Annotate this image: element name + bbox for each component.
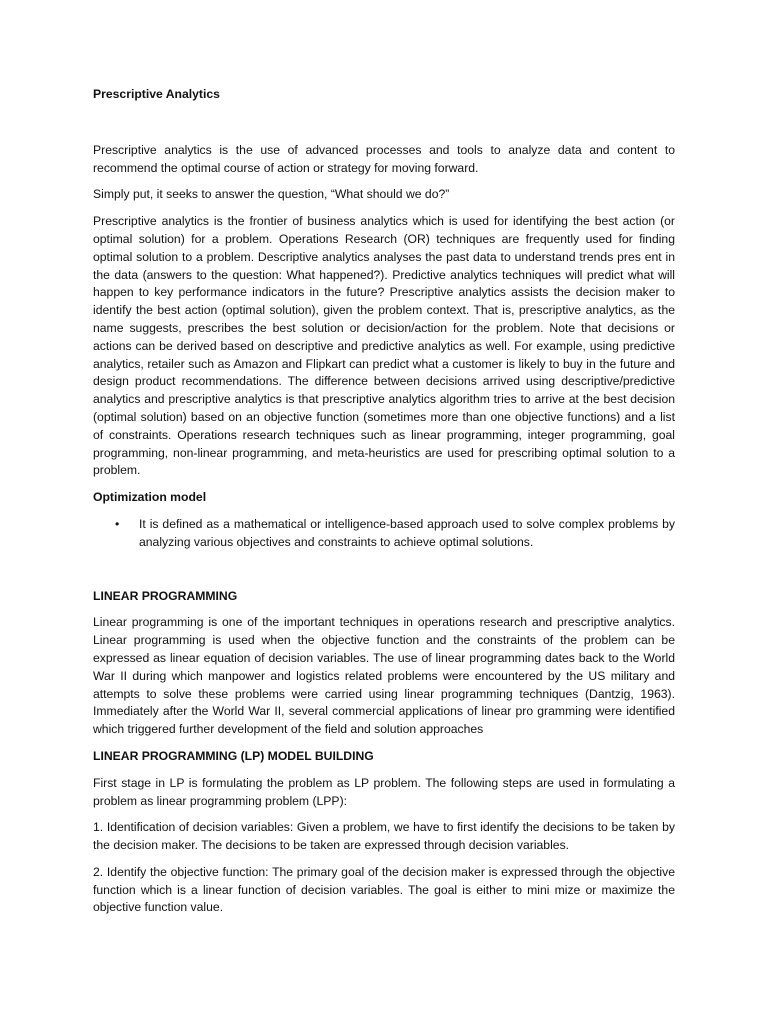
bullet-icon: • bbox=[115, 516, 120, 531]
intro-paragraph-1: Prescriptive analytics is the use of advanced processes and tools to analyze data and content to recommend the optimal course of action or strategy for moving forward. bbox=[93, 142, 675, 175]
lp-model-building-heading: LINEAR PROGRAMMING (LP) MODEL BUILDING bbox=[93, 748, 374, 763]
bullet-text: It is defined as a mathematical or intelligence-based approach used to solve complex problems by analyzing various objectives and constraints to achieve optimal solutions. bbox=[139, 516, 675, 549]
linear-programming-heading: LINEAR PROGRAMMING bbox=[93, 588, 238, 603]
optimization-bullet-list bbox=[93, 516, 675, 552]
optimization-heading: Optimization model bbox=[93, 490, 207, 505]
lp-model-paragraph-3: 2. Identify the objective function: The primary goal of the decision maker is expressed through the objective function which is a linear function of decision variables. The goal is either to mini mize or maximize the objective function value. bbox=[93, 864, 675, 915]
lp-model-paragraph-2: 1. Identification of decision variables: Given a problem, we have to first identify the decisions to be taken by the decision maker. The decisions to be taken are expressed through decision variables. bbox=[93, 820, 675, 853]
document-title: Prescriptive Analytics bbox=[93, 87, 220, 101]
optimization-bullet-item bbox=[93, 516, 675, 552]
document-page bbox=[93, 86, 675, 926]
intro-paragraph-3: Prescriptive analytics is the frontier of business analytics which is used for identifying the best action (or optimal solution) for a problem. Operations Research (OR) techniques are frequently used for finding optimal solution to a problem. Descriptive analytics analyses the past data to understand trends pres ent in the data (answers to the question: What happened?). Predictive analytics techniques will predict what will happen to key performance indicators in the future? Prescriptive analytics assists the decision maker to identify the best action (optimal solution), given the problem context. That is, prescriptive analytics, as the name suggests, prescribes the best solution or decision/action for the problem. Note that decisions or actions can be derived based on descriptive and predictive analytics as well. For example, using predictive analytics, retailer such as Amazon and Flipkart can predict what a customer is likely to buy in the future and design product recommendations. The difference between decisions arrived using descriptive/predictive analytics and prescriptive analytics is that prescriptive analytics algorithm tries to arrive at the best decision (optimal solution) based on an objective function (sometimes more than one objective functions) and a list of constraints. Operations research techniques such as linear programming, integer programming, goal programming, non-linear programming, and meta-heuristics are used for prescribing optimal solution to a problem. bbox=[93, 214, 675, 478]
lp-model-paragraph-1: First stage in LP is formulating the problem as LP problem. The following steps are used in formulating a problem as linear programming problem (LPP): bbox=[93, 775, 675, 808]
linear-programming-paragraph: Linear programming is one of the important techniques in operations research and prescriptive analytics. Linear programming is used when the objective function and the constraints of the problem can be expressed as linear equation of decision variables. The use of linear programming dates back to the World War II during which manpower and logistics related problems were encountered by the US military and attempts to solve these problems were carried using linear programming techniques (Dantzig, 1963). Immediately after the World War II, several commercial applications of linear pro gramming were identified which triggered further development of the field and solution approaches bbox=[93, 615, 675, 737]
intro-paragraph-2: Simply put, it seeks to answer the question, “What should we do?” bbox=[93, 187, 450, 202]
